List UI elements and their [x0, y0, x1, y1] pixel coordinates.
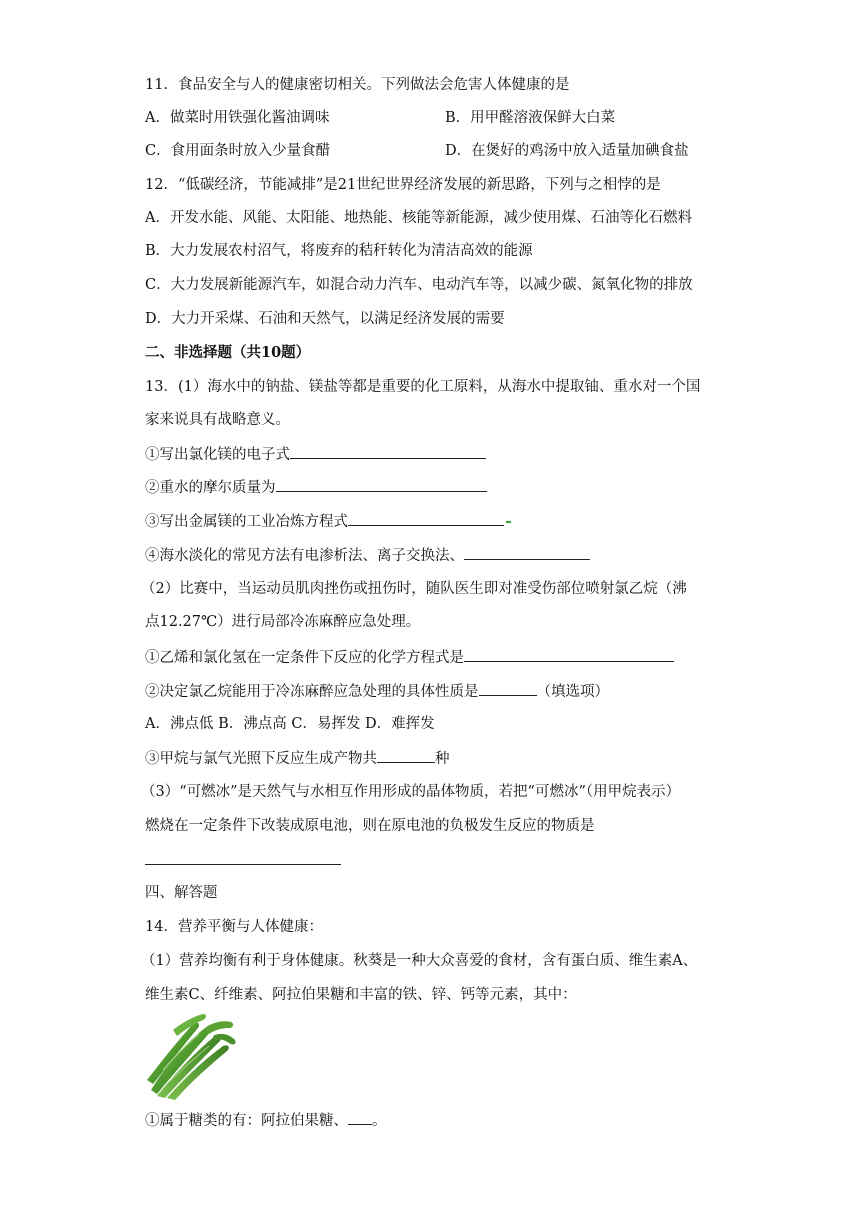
q13-sub3 [145, 511, 511, 532]
q13-sub3-text: ③写出金属镁的工业冶炼方程式 [145, 514, 348, 530]
q13-part2-sub2-text: ②决定氯乙烷能用于冷冻麻醉应急处理的具体性质是 [145, 684, 479, 700]
q13-part2-sub3-text: ③甲烷与氯气光照下反应生成产物共 [145, 751, 377, 767]
q14-sub1-suffix: 。 [372, 1113, 387, 1129]
q11-option-d: D．在煲好的鸡汤中放入适量加碘食盐 [445, 143, 689, 159]
q13-sub2 [145, 477, 487, 498]
q14-sub1 [145, 1110, 387, 1131]
q14-sub1-blank[interactable] [348, 1110, 372, 1125]
q12-stem: 12．“低碳经济，节能减排”是21世纪世界经济发展的新思路，下列与之相悖的是 [145, 177, 661, 193]
green-mark-icon [506, 521, 511, 523]
q13-part2-sub2 [145, 681, 609, 702]
q14-part1-line2: 维生素C、纤维素、阿拉伯果糖和丰富的铁、锌、钙等元素，其中： [145, 987, 577, 1003]
q13-part2-sub2-blank[interactable] [479, 681, 537, 696]
q13-part2-sub2-options: A．沸点低 B．沸点高 C．易挥发 D．难挥发 [145, 716, 435, 732]
q13-part2-sub2-suffix: （填选项） [536, 684, 609, 700]
q13-part2-sub3 [145, 748, 450, 769]
q14-stem: 14．营养平衡与人体健康： [145, 919, 323, 935]
q14-part1-line1: （1）营养均衡有利于身体健康。秋葵是一种大众喜爱的食材，含有蛋白质、维生素A、 [141, 953, 698, 969]
q13-sub1 [145, 444, 486, 465]
q13-sub3-blank[interactable] [348, 511, 504, 526]
q13-part3-blank-line [145, 850, 341, 871]
q13-sub4 [145, 545, 590, 566]
q11-stem: 11．食品安全与人的健康密切相关。下列做法会危害人体健康的是 [145, 77, 570, 93]
q13-part2-sub3-blank[interactable] [377, 748, 435, 763]
okra-illustration [143, 1010, 239, 1100]
q13-sub4-text: ④海水淡化的常见方法有电渗析法、离子交换法、 [145, 548, 464, 564]
section-heading-answers: 四、解答题 [145, 885, 218, 901]
q13-sub1-text: ①写出氯化镁的电子式 [145, 447, 290, 463]
q11-option-a: A．做菜时用铁强化酱油调味 [145, 110, 330, 126]
q13-part2-sub1 [145, 647, 674, 668]
q13-part3-line1: （3）“可燃冰”是天然气与水相互作用形成的晶体物质，若把“可燃冰”（用甲烷表示） [141, 784, 681, 800]
q11-option-c: C．食用面条时放入少量食醋 [145, 143, 331, 159]
q13-part2-sub1-text: ①乙烯和氯化氢在一定条件下反应的化学方程式是 [145, 650, 464, 666]
q13-part2-line1: （2）比赛中，当运动员肌肉挫伤或扭伤时，随队医生即对准受伤部位喷射氯乙烷（沸 [141, 581, 687, 597]
q12-option-d: D．大力开采煤、石油和天然气，以满足经济发展的需要 [145, 311, 505, 327]
q13-sub2-text: ②重水的摩尔质量为 [145, 480, 276, 496]
q13-sub2-blank[interactable] [276, 477, 487, 492]
q12-option-c: C．大力发展新能源汽车，如混合动力汽车、电动汽车等，以减少碳、氮氧化物的排放 [145, 277, 693, 293]
q13-sub1-blank[interactable] [290, 444, 486, 459]
q14-sub1-text: ①属于糖类的有：阿拉伯果糖、 [145, 1113, 348, 1129]
q13-sub4-blank[interactable] [464, 545, 590, 560]
section-heading-nonchoice: 二、非选择题（共10题） [145, 344, 311, 361]
q13-part2-sub3-suffix: 种 [435, 751, 450, 767]
q13-part3-blank[interactable] [145, 850, 341, 865]
q13-part1-line2: 家来说具有战略意义。 [145, 412, 290, 428]
q12-option-a: A．开发水能、风能、太阳能、地热能、核能等新能源，减少使用煤、石油等化石燃料 [145, 210, 692, 226]
q13-part1-line1: 13．(1）海水中的钠盐、镁盐等都是重要的化工原料，从海水中提取铀、重水对一个国 [145, 379, 701, 395]
q13-part3-line2: 燃烧在一定条件下改装成原电池，则在原电池的负极发生反应的物质是 [145, 818, 595, 834]
q13-part2-sub1-blank[interactable] [464, 647, 674, 662]
q12-option-b: B．大力发展农村沼气，将废弃的秸秆转化为清洁高效的能源 [145, 243, 533, 259]
okra-image [143, 1010, 239, 1100]
q11-option-b: B．用甲醛溶液保鲜大白菜 [445, 110, 616, 126]
q13-part2-line2: 点12.27℃）进行局部冷冻麻醉应急处理。 [145, 614, 421, 630]
